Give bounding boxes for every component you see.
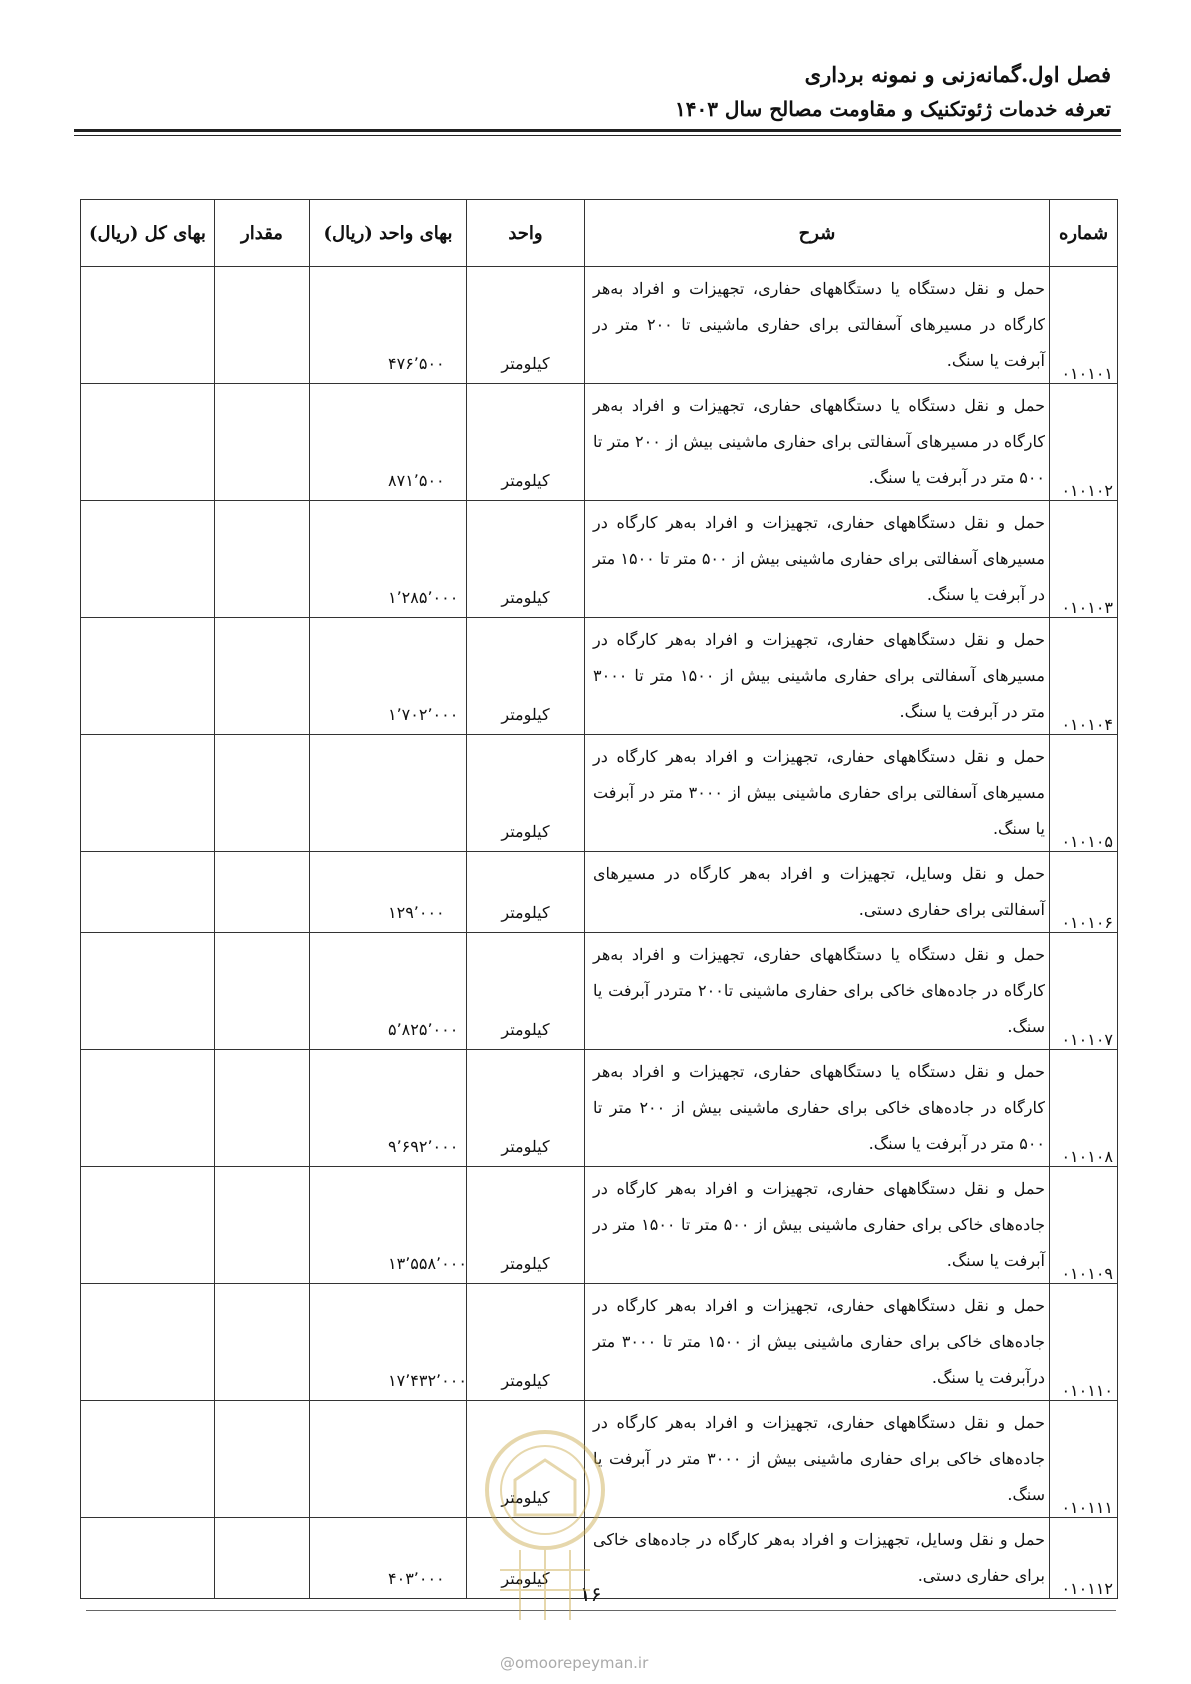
item-unit-price: ۸۷۱٬۵۰۰ (310, 384, 467, 501)
source-watermark-text: @omoorepeyman.ir (500, 1654, 649, 1672)
item-unit: کیلومتر (467, 933, 585, 1050)
table-row (81, 384, 1118, 501)
item-description: حمل و نقل دستگاههای حفاری، تجهیزات و افراد به‌هر کارگاه در مسیرهای آسفالتی برای حفاری ماشینی بیش از ۳۰۰۰ متر در آبرفت یا سنگ. (585, 735, 1050, 852)
item-unit-price: ۵٬۸۲۵٬۰۰۰ (310, 933, 467, 1050)
item-quantity (215, 384, 310, 501)
item-total-price (81, 1284, 215, 1401)
item-unit-price: ۱۷٬۴۳۲٬۰۰۰ (310, 1284, 467, 1401)
item-unit-price: ۱٬۷۰۲٬۰۰۰ (310, 618, 467, 735)
item-total-price (81, 267, 215, 384)
item-total-price (81, 501, 215, 618)
item-quantity (215, 1284, 310, 1401)
item-description: حمل و نقل دستگاههای حفاری، تجهیزات و افراد به‌هر کارگاه در مسیرهای آسفالتی برای حفاری ماشینی بیش از ۱۵۰۰ متر تا ۳۰۰۰ متر در آبرفت یا سنگ. (585, 618, 1050, 735)
item-total-price (81, 1050, 215, 1167)
header-total-price: بهای کل (ریال) (81, 200, 215, 267)
item-quantity (215, 501, 310, 618)
item-description: حمل و نقل دستگاههای حفاری، تجهیزات و افراد به‌هر کارگاه در مسیرهای آسفالتی برای حفاری ماشینی بیش از ۵۰۰ متر تا ۱۵۰۰ متر در آبرفت یا سنگ. (585, 501, 1050, 618)
item-code: ۰۱۰۱۰۲ (1050, 384, 1118, 501)
item-unit-price (310, 735, 467, 852)
item-code: ۰۱۰۱۱۲ (1050, 1518, 1118, 1599)
item-description: حمل و نقل دستگاه یا دستگاههای حفاری، تجهیزات و افراد به‌هر کارگاه در مسیرهای آسفالتی برای حفاری ماشینی تا ۲۰۰ متر در آبرفت یا سنگ. (585, 267, 1050, 384)
header-quantity: مقدار (215, 200, 310, 267)
item-unit-price: ۴۰۳٬۰۰۰ (310, 1518, 467, 1599)
tariff-table (80, 199, 1118, 1599)
item-description: حمل و نقل دستگاههای حفاری، تجهیزات و افراد به‌هر کارگاه در جاده‌های خاکی برای حفاری ماشینی بیش از ۳۰۰۰ متر در آبرفت یا سنگ. (585, 1401, 1050, 1518)
item-total-price (81, 735, 215, 852)
item-unit: کیلومتر (467, 501, 585, 618)
item-quantity (215, 1050, 310, 1167)
item-unit-price: ۱۲۹٬۰۰۰ (310, 852, 467, 933)
page-number: ۱۶ (580, 1582, 602, 1606)
item-total-price (81, 1401, 215, 1518)
item-unit: کیلومتر (467, 1518, 585, 1599)
seal-watermark (480, 1420, 610, 1630)
item-quantity (215, 933, 310, 1050)
item-unit: کیلومتر (467, 618, 585, 735)
table-row (81, 501, 1118, 618)
table-row (81, 1167, 1118, 1284)
item-unit: کیلومتر (467, 852, 585, 933)
document-title: تعرفه خدمات ژئوتکنیک و مقاومت مصالح سال ۱۴۰۳ (674, 97, 1111, 121)
item-unit: کیلومتر (467, 1401, 585, 1518)
table-row (81, 618, 1118, 735)
item-total-price (81, 933, 215, 1050)
item-description: حمل و نقل دستگاههای حفاری، تجهیزات و افراد به‌هر کارگاه در جاده‌های خاکی برای حفاری ماشینی بیش از ۵۰۰ متر تا ۱۵۰۰ متر در آبرفت یا سنگ. (585, 1167, 1050, 1284)
item-quantity (215, 735, 310, 852)
item-unit-price: ۹٬۶۹۲٬۰۰۰ (310, 1050, 467, 1167)
item-quantity (215, 618, 310, 735)
item-total-price (81, 852, 215, 933)
item-unit: کیلومتر (467, 267, 585, 384)
item-code: ۰۱۰۱۰۶ (1050, 852, 1118, 933)
table-row (81, 933, 1118, 1050)
item-description: حمل و نقل دستگاههای حفاری، تجهیزات و افراد به‌هر کارگاه در جاده‌های خاکی برای حفاری ماشینی بیش از ۱۵۰۰ متر تا ۳۰۰۰ متر درآبرفت یا سنگ. (585, 1284, 1050, 1401)
item-unit: کیلومتر (467, 735, 585, 852)
item-quantity (215, 852, 310, 933)
item-quantity (215, 1167, 310, 1284)
item-unit: کیلومتر (467, 384, 585, 501)
item-unit: کیلومتر (467, 1284, 585, 1401)
item-total-price (81, 618, 215, 735)
item-quantity (215, 1401, 310, 1518)
item-code: ۰۱۰۱۰۹ (1050, 1167, 1118, 1284)
item-quantity (215, 1518, 310, 1599)
item-code: ۰۱۰۱۰۸ (1050, 1050, 1118, 1167)
table-row (81, 1050, 1118, 1167)
header-description: شرح (585, 200, 1050, 267)
item-description: حمل و نقل دستگاه یا دستگاههای حفاری، تجهیزات و افراد به‌هر کارگاه در مسیرهای آسفالتی برای حفاری ماشینی بیش از ۲۰۰ متر تا ۵۰۰ متر در آبرفت یا سنگ. (585, 384, 1050, 501)
header-code: شماره (1050, 200, 1118, 267)
item-code: ۰۱۰۱۰۱ (1050, 267, 1118, 384)
item-code: ۰۱۰۱۰۵ (1050, 735, 1118, 852)
item-description: حمل و نقل دستگاه یا دستگاههای حفاری، تجهیزات و افراد به‌هر کارگاه در جاده‌های خاکی برای حفاری ماشینی بیش از ۲۰۰ متر تا ۵۰۰ متر در آبرفت یا سنگ. (585, 1050, 1050, 1167)
header-unit-price: بهای واحد (ریال) (310, 200, 467, 267)
header-rule-thin (74, 135, 1121, 136)
item-description: حمل و نقل دستگاه یا دستگاههای حفاری، تجهیزات و افراد به‌هر کارگاه در جاده‌های خاکی برای حفاری ماشینی تا۲۰۰ متردر آبرفت یا سنگ. (585, 933, 1050, 1050)
header-rule-thick (74, 129, 1121, 132)
item-unit-price: ۱۳٬۵۵۸٬۰۰۰ (310, 1167, 467, 1284)
item-description: حمل و نقل وسایل، تجهیزات و افراد به‌هر کارگاه در جاده‌های خاکی برای حفاری دستی. (585, 1518, 1050, 1599)
item-description: حمل و نقل وسایل، تجهیزات و افراد به‌هر کارگاه در مسیرهای آسفالتی برای حفاری دستی. (585, 852, 1050, 933)
item-unit-price: ۴۷۶٬۵۰۰ (310, 267, 467, 384)
table-row (81, 1284, 1118, 1401)
item-unit: کیلومتر (467, 1050, 585, 1167)
chapter-title: فصل اول.گمانه‌زنی و نمونه برداری (804, 62, 1111, 87)
table-header-row (81, 200, 1118, 267)
item-code: ۰۱۰۱۱۱ (1050, 1401, 1118, 1518)
table-row (81, 852, 1118, 933)
item-total-price (81, 384, 215, 501)
item-code: ۰۱۰۱۰۳ (1050, 501, 1118, 618)
item-quantity (215, 267, 310, 384)
item-unit-price: ۱٬۲۸۵٬۰۰۰ (310, 501, 467, 618)
item-code: ۰۱۰۱۰۴ (1050, 618, 1118, 735)
header-unit: واحد (467, 200, 585, 267)
table-row (81, 735, 1118, 852)
table-row (81, 267, 1118, 384)
item-code: ۰۱۰۱۱۰ (1050, 1284, 1118, 1401)
item-unit-price (310, 1401, 467, 1518)
item-total-price (81, 1167, 215, 1284)
item-total-price (81, 1518, 215, 1599)
item-code: ۰۱۰۱۰۷ (1050, 933, 1118, 1050)
page-header (76, 58, 1111, 126)
item-unit: کیلومتر (467, 1167, 585, 1284)
